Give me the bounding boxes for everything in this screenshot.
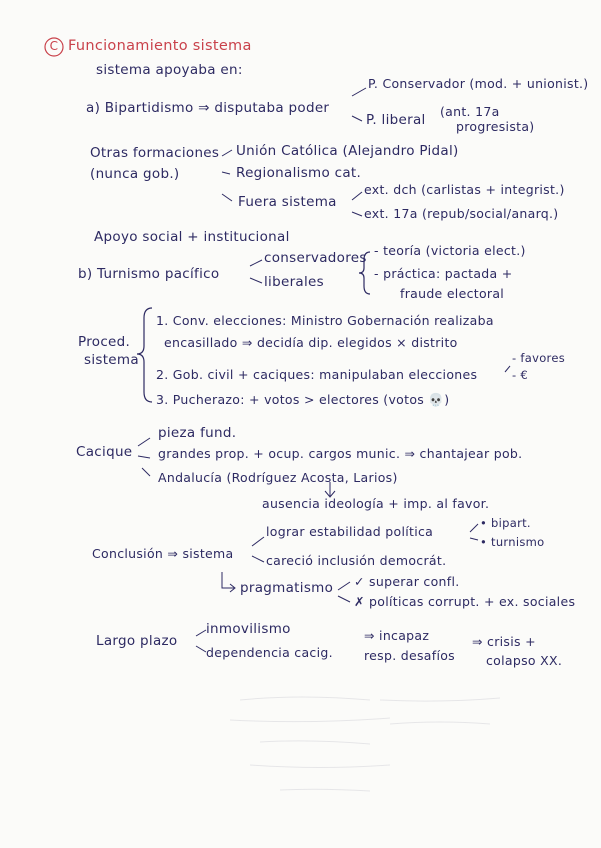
largo-colapso: colapso XX. bbox=[486, 653, 563, 668]
conservador-item: P. Conservador (mod. + unionist.) bbox=[368, 76, 589, 91]
branch-line bbox=[352, 212, 362, 216]
branch-line bbox=[252, 537, 264, 546]
cacique-andalucia: Andalucía (Rodríguez Acosta, Larios) bbox=[158, 470, 398, 485]
branch-line bbox=[138, 456, 150, 458]
branch-line bbox=[352, 192, 362, 200]
branch-line bbox=[470, 538, 478, 540]
ext-izq-item: ext. 17a (repub/social/anarq.) bbox=[364, 206, 559, 221]
intro-line: sistema apoyaba en: bbox=[96, 62, 243, 78]
teoria-item: - teoría (victoria elect.) bbox=[374, 243, 526, 258]
liberales-item: liberales bbox=[264, 274, 324, 290]
branch-line bbox=[222, 150, 232, 156]
proced-item-1-line1: 1. Conv. elecciones: Ministro Gobernación realizaba bbox=[156, 313, 494, 328]
liberal-note-line1: (ant. 17a bbox=[440, 104, 500, 119]
proced-item-2: 2. Gob. civil + caciques: manipulaban elecciones bbox=[156, 367, 478, 382]
ext-dch-item: ext. dch (carlistas + integrist.) bbox=[364, 182, 565, 197]
branch-line bbox=[338, 596, 350, 602]
conclusion-pragmatismo: pragmatismo bbox=[240, 580, 334, 596]
branch-line bbox=[338, 582, 350, 590]
branch-line bbox=[252, 556, 264, 562]
otras-formaciones-note: (nunca gob.) bbox=[90, 166, 180, 182]
conclusion-turnismo: • turnismo bbox=[480, 535, 545, 549]
liberal-note-line2: progresista) bbox=[456, 119, 535, 134]
proced-item-1-line2: encasillado ⇒ decidía dip. elegidos × distrito bbox=[164, 335, 458, 350]
turn-arrow-icon bbox=[222, 572, 235, 592]
pragmatismo-politicas: ✗ políticas corrupt. + ex. sociales bbox=[354, 594, 576, 609]
branch-line bbox=[222, 194, 232, 201]
cacique-heading: Cacique bbox=[76, 444, 133, 460]
branch-line bbox=[196, 646, 206, 652]
largo-desafios: resp. desafíos bbox=[364, 648, 455, 663]
branch-line bbox=[250, 278, 262, 283]
largo-crisis: ⇒ crisis + bbox=[472, 634, 536, 649]
proced-item-2-euro: - € bbox=[512, 368, 529, 382]
conservadores-item: conservadores bbox=[264, 250, 367, 266]
branch-line bbox=[222, 172, 230, 174]
proced-label-1: Proced. bbox=[78, 334, 131, 350]
conclusion-lograr: lograr estabilidad política bbox=[266, 524, 434, 539]
conclusion-heading: Conclusión ⇒ sistema bbox=[92, 546, 234, 561]
pragmatismo-superar: ✓ superar confl. bbox=[354, 574, 460, 589]
largo-incapaz: ⇒ incapaz bbox=[364, 628, 430, 643]
otras-formaciones-label: Otras formaciones bbox=[90, 145, 220, 161]
conclusion-carecio: careció inclusión democrát. bbox=[266, 553, 447, 568]
proced-item-3: 3. Pucherazo: + votos > electores (votos 💀) bbox=[156, 392, 450, 407]
proced-label-2: sistema bbox=[84, 352, 139, 368]
union-catolica-item: Unión Católica (Alejandro Pidal) bbox=[236, 143, 459, 159]
branch-line bbox=[470, 524, 478, 532]
liberal-item: P. liberal bbox=[366, 112, 426, 128]
fuera-sistema-item: Fuera sistema bbox=[238, 194, 337, 210]
branch-line bbox=[138, 438, 150, 446]
bipartidismo-heading: a) Bipartidismo ⇒ disputaba poder bbox=[86, 100, 330, 116]
largo-heading: Largo plazo bbox=[96, 633, 178, 649]
branch-line bbox=[352, 88, 366, 96]
page-title: Funcionamiento sistema bbox=[68, 38, 252, 54]
branch-line bbox=[352, 116, 362, 121]
practica-item: - práctica: pactada + bbox=[374, 266, 513, 281]
branch-line bbox=[142, 468, 150, 476]
branch-line bbox=[250, 260, 262, 266]
title-marker: C bbox=[49, 39, 59, 53]
fraude-item: fraude electoral bbox=[400, 286, 505, 301]
proced-item-2-favores: - favores bbox=[512, 351, 565, 365]
turnismo-heading: b) Turnismo pacífico bbox=[78, 266, 220, 282]
conclusion-bipart: • bipart. bbox=[480, 516, 531, 530]
largo-inmovilismo: inmovilismo bbox=[206, 621, 291, 637]
apoyo-line: Apoyo social + institucional bbox=[94, 229, 290, 245]
cacique-item-grandes: grandes prop. + ocup. cargos munic. ⇒ chantajear pob. bbox=[158, 446, 523, 461]
branch-line bbox=[505, 366, 510, 372]
cacique-ausencia: ausencia ideología + imp. al favor. bbox=[262, 496, 490, 511]
regionalismo-item: Regionalismo cat. bbox=[236, 165, 362, 181]
curly-brace bbox=[137, 308, 152, 402]
branch-line bbox=[196, 630, 206, 636]
cacique-item-pieza: pieza fund. bbox=[158, 425, 237, 441]
largo-dependencia: dependencia cacig. bbox=[206, 645, 333, 660]
